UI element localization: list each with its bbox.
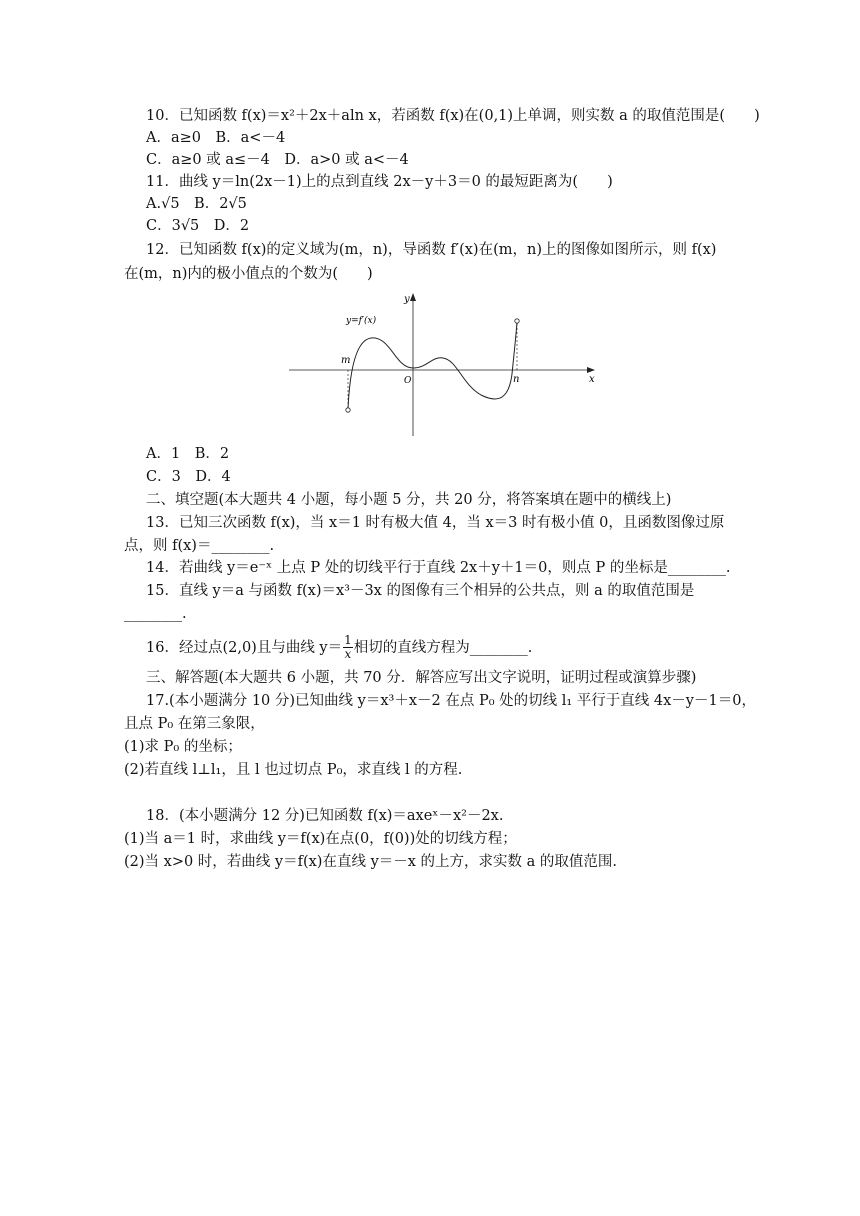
q11-options-cd: C．3√5 D．2 [146,218,250,234]
derivative-curve [348,322,520,409]
q12-options-ab: A．1 B．2 [146,446,230,462]
x-axis-arrow-icon [587,367,595,373]
q10-options-ab: A．a≥0 B．a<－4 [146,130,286,146]
q17-line2: 且点 P₀ 在第三象限， [124,716,265,732]
q16-before: 16．经过点(2,0)且与曲线 y＝ [146,639,343,656]
q11-stem: 11．曲线 y＝ln(2x－1)上的点到直线 2x－y＋3＝0 的最短距离为( ) [146,174,613,190]
q12-options-cd: C．3 D．4 [146,469,231,485]
q16-after: 相切的直线方程为________. [353,639,533,656]
q12-stem-line2: 在(m，n)内的极小值点的个数为( ) [124,266,373,282]
derivative-graph [287,288,599,438]
q11-options-ab: A.√5 B．2√5 [146,196,247,212]
q14: 14．若曲线 y＝e⁻ˣ 上点 P 处的切线平行于直线 2x＋y＋1＝0，则点 P 的坐标是________. [146,560,731,576]
y-axis-arrow-icon [410,293,416,301]
n-label: n [513,374,520,385]
q10-options-cd: C．a≥0 或 a≤－4 D．a>0 或 a<－4 [146,152,409,168]
q15-line1: 15．直线 y＝a 与函数 f(x)＝x³－3x 的图像有三个相异的公共点，则 a 的取值范围是 [146,583,695,599]
q16-fraction [343,634,353,661]
q18-part2: (2)当 x>0 时，若曲线 y＝f(x)在直线 y＝－x 的上方，求实数 a 的取值范围. [124,854,618,870]
q13-line2: 点，则 f(x)＝________. [124,538,275,554]
section2-heading: 二、填空题(本大题共 4 小题，每小题 5 分，共 20 分，将答案填在题中的横线上) [146,492,672,508]
origin-label: O [404,376,412,386]
q10-stem: 10．已知函数 f(x)＝x²＋2x＋aln x，若函数 f(x)在(0,1)上单调，则实数 a 的取值范围是( ) [146,108,760,124]
q17-line1: 17.(本小题满分 10 分)已知曲线 y＝x³＋x－2 在点 P₀ 处的切线 l₁ 平行于直线 4x－y－1＝0， [146,693,756,709]
q16-frac-num: 1 [344,633,352,647]
section3-heading: 三、解答题(本大题共 6 小题，共 70 分．解答应写出文字说明，证明过程或演算步骤) [146,670,697,686]
q17-part1: (1)求 P₀ 的坐标； [124,739,242,755]
q15-line2: ________. [124,606,187,622]
q17-part2: (2)若直线 l⊥l₁，且 l 也过切点 P₀，求直线 l 的方程. [124,762,463,778]
q16 [146,634,532,661]
q16-frac-den: x [344,647,352,661]
left-open-endpoint [346,408,350,412]
q12-stem-line1: 12．已知函数 f(x)的定义域为(m，n)，导函数 f′(x)在(m，n)上的图像如图所示，则 f(x) [146,242,717,258]
q18-part1: (1)当 a＝1 时，求曲线 y＝f(x)在点(0，f(0))处的切线方程； [124,831,517,847]
x-axis-label: x [589,374,595,385]
right-open-endpoint [515,319,519,323]
q13-line1: 13．已知三次函数 f(x)，当 x＝1 时有极大值 4，当 x＝3 时有极小值 0，且函数图像过原 [146,515,725,531]
q18-line1: 18．(本小题满分 12 分)已知函数 f(x)＝axeˣ－x²－2x. [146,808,504,824]
m-label: m [341,355,351,366]
curve-label: y=f′(x) [346,316,377,326]
y-axis-label: y [404,294,410,305]
